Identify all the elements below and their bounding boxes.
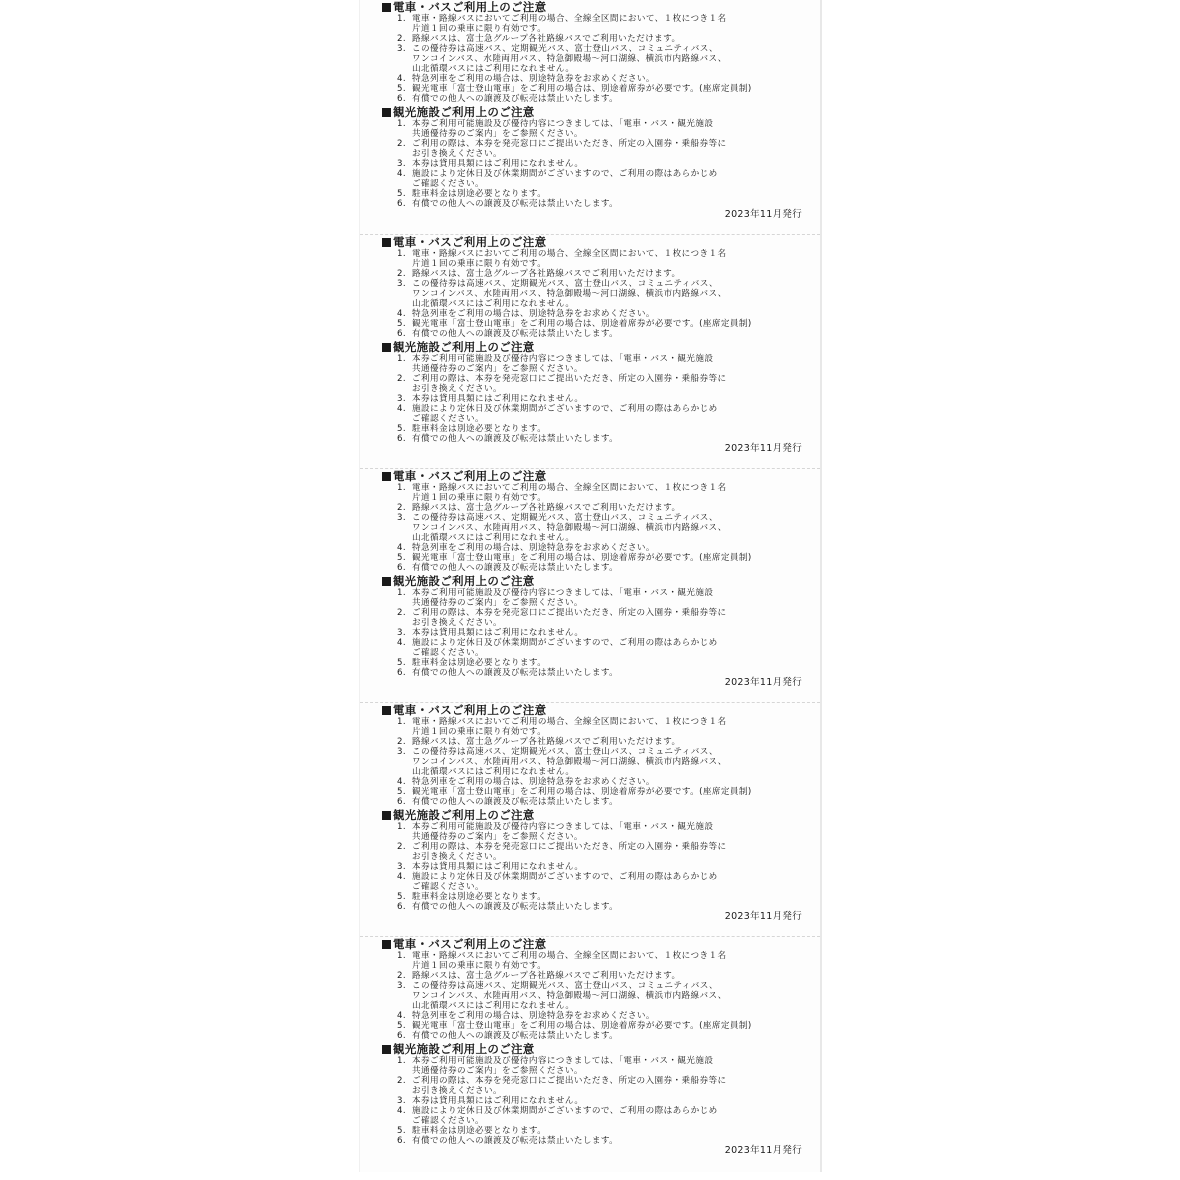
item-text-line: お引き換えください。 (412, 618, 502, 628)
section-heading-text: 観光施設ご利用上のご注意 (393, 105, 535, 119)
notes-list (382, 354, 807, 444)
item-text-line: この優待券は高速バス、定期観光バス、富士登山バス、コミュニティバス、 (412, 747, 718, 757)
item-number: 1. (397, 588, 406, 598)
list-item (382, 483, 807, 503)
issue-date: 2023年11月発行 (724, 911, 802, 922)
section-heading-text: 観光施設ご利用上のご注意 (393, 808, 535, 822)
item-text-line: 路線バスは、富士急グループ各社路線バスでご利用いただけます。 (412, 737, 681, 747)
item-number: 5. (397, 84, 406, 94)
item-text-line: 有償での他人への譲渡及び転売は禁止いたします。 (412, 1136, 619, 1146)
item-number: 5. (397, 424, 406, 434)
item-number: 4. (397, 872, 406, 882)
train-bus-notes-heading (382, 704, 807, 717)
item-text-line: 本券ご利用可能施設及び優待内容につきましては、「電車・バス・観光施設 (412, 1056, 714, 1066)
item-text-line: ご確認ください。 (412, 882, 484, 892)
item-number: 5. (397, 892, 406, 902)
list-item (382, 249, 807, 269)
item-number: 2. (397, 608, 406, 618)
item-number: 1. (397, 354, 406, 364)
item-number: 6. (397, 94, 406, 104)
item-text-line: この優待券は高速バス、定期観光バス、富士登山バス、コミュニティバス、 (412, 513, 718, 523)
item-text-line: 特急列車をご利用の場合は、別途特急券をお求めください。 (412, 1011, 655, 1021)
item-number: 6. (397, 434, 406, 444)
facility-notes-heading (382, 341, 807, 354)
item-text-line: 路線バスは、富士急グループ各社路線バスでご利用いただけます。 (412, 269, 681, 279)
item-number: 5. (397, 319, 406, 329)
list-item (382, 34, 807, 44)
item-text-line: 有償での他人への譲渡及び転売は禁止いたします。 (412, 94, 619, 104)
notes-list (382, 14, 807, 104)
item-number: 1. (397, 951, 406, 961)
item-number: 3. (397, 513, 406, 523)
item-number: 4. (397, 74, 406, 84)
notes-list (382, 717, 807, 807)
list-item (382, 787, 807, 797)
list-item (382, 777, 807, 787)
item-number: 4. (397, 309, 406, 319)
issue-date: 2023年11月発行 (724, 443, 802, 454)
issue-date: 2023年11月発行 (724, 677, 802, 688)
list-item (382, 1126, 807, 1136)
item-text-line: 片道１回の乗車に限り有効です。 (412, 259, 547, 269)
item-text-line: この優待券は高速バス、定期観光バス、富士登山バス、コミュニティバス、 (412, 279, 718, 289)
train-bus-notes-heading (382, 938, 807, 951)
item-text-line: 電車・路線バスにおいてご利用の場合、全線全区間において、１枚につき１名 (412, 951, 727, 961)
ticket-content (382, 470, 807, 678)
item-text-line: ご利用の際は、本券を発売窓口にご提出いただき、所定の入園券・乗船券等に (412, 842, 727, 852)
item-text-line: 施設により定休日及び休業期間がございますので、ご利用の際はあらかじめ (412, 404, 718, 414)
item-text-line: 駐車料金は別途必要となります。 (412, 189, 547, 199)
list-item (382, 319, 807, 329)
item-text-line: 有償での他人への譲渡及び転売は禁止いたします。 (412, 902, 619, 912)
item-text-line: ご確認ください。 (412, 1116, 484, 1126)
item-text-line: 施設により定休日及び休業期間がございますので、ご利用の際はあらかじめ (412, 638, 718, 648)
issue-date: 2023年11月発行 (724, 1145, 802, 1156)
list-item (382, 553, 807, 563)
item-number: 6. (397, 797, 406, 807)
item-text-line: 有償での他人への譲渡及び転売は禁止いたします。 (412, 563, 619, 573)
item-text-line: 路線バスは、富士急グループ各社路線バスでご利用いただけます。 (412, 971, 681, 981)
facility-notes-heading (382, 1043, 807, 1056)
item-text-line: 本券は貸用具類にはご利用になれません。 (412, 159, 584, 169)
item-number: 6. (397, 902, 406, 912)
item-text-line: 観光電車「富士登山電車」をご利用の場合は、別途着席券が必要です。(座席定員制) (412, 319, 752, 329)
section-heading-text: 電車・バスご利用上のご注意 (393, 937, 547, 951)
item-text-line: 特急列車をご利用の場合は、別途特急券をお求めください。 (412, 74, 655, 84)
item-number: 6. (397, 668, 406, 678)
item-number: 4. (397, 777, 406, 787)
item-text-line: 共通優待券のご案内」をご参照ください。 (412, 129, 583, 139)
list-item (382, 329, 807, 339)
item-text-line: 本券ご利用可能施設及び優待内容につきましては、「電車・バス・観光施設 (412, 822, 714, 832)
item-text-line: 本券は貸用具類にはご利用になれません。 (412, 862, 584, 872)
list-item (382, 139, 807, 159)
item-number: 3. (397, 1096, 406, 1106)
item-text-line: 観光電車「富士登山電車」をご利用の場合は、別途着席券が必要です。(座席定員制) (412, 1021, 752, 1031)
square-bullet-icon (382, 238, 391, 247)
ticket-3 (360, 468, 820, 702)
list-item (382, 981, 807, 1011)
item-text-line: 共通優待券のご案内」をご参照ください。 (412, 832, 583, 842)
section-heading-text: 電車・バスご利用上のご注意 (393, 0, 547, 14)
list-item (382, 892, 807, 902)
list-item (382, 543, 807, 553)
item-number: 4. (397, 638, 406, 648)
item-text-line: 片道１回の乗車に限り有効です。 (412, 493, 547, 503)
item-text-line: 本券は貸用具類にはご利用になれません。 (412, 1096, 584, 1106)
item-text-line: 特急列車をご利用の場合は、別途特急券をお求めください。 (412, 543, 655, 553)
list-item (382, 1106, 807, 1126)
item-number: 5. (397, 189, 406, 199)
list-item (382, 797, 807, 807)
list-item (382, 638, 807, 658)
item-text-line: 施設により定休日及び休業期間がございますので、ご利用の際はあらかじめ (412, 169, 718, 179)
list-item (382, 513, 807, 543)
item-number: 3. (397, 44, 406, 54)
item-number: 1. (397, 14, 406, 24)
list-item (382, 44, 807, 74)
list-item (382, 404, 807, 424)
list-item (382, 1031, 807, 1041)
item-text-line: 電車・路線バスにおいてご利用の場合、全線全区間において、１枚につき１名 (412, 14, 727, 24)
item-text-line: 電車・路線バスにおいてご利用の場合、全線全区間において、１枚につき１名 (412, 249, 727, 259)
item-text-line: 特急列車をご利用の場合は、別途特急券をお求めください。 (412, 309, 655, 319)
item-text-line: 片道１回の乗車に限り有効です。 (412, 727, 547, 737)
item-number: 1. (397, 483, 406, 493)
list-item (382, 119, 807, 139)
ticket-2 (360, 234, 820, 468)
item-text-line: 本券は貸用具類にはご利用になれません。 (412, 628, 584, 638)
item-text-line: ご利用の際は、本券を発売窓口にご提出いただき、所定の入園券・乗船券等に (412, 1076, 727, 1086)
list-item (382, 169, 807, 189)
item-text-line: 有償での他人への譲渡及び転売は禁止いたします。 (412, 668, 619, 678)
item-number: 3. (397, 747, 406, 757)
list-item (382, 737, 807, 747)
item-number: 3. (397, 279, 406, 289)
list-item (382, 14, 807, 34)
item-text-line: 本券ご利用可能施設及び優待内容につきましては、「電車・バス・観光施設 (412, 119, 714, 129)
item-text-line: 共通優待券のご案内」をご参照ください。 (412, 598, 583, 608)
list-item (382, 1056, 807, 1076)
item-text-line: ご確認ください。 (412, 414, 484, 424)
item-text-line: 本券は貸用具類にはご利用になれません。 (412, 394, 584, 404)
item-text-line: 有償での他人への譲渡及び転売は禁止いたします。 (412, 1031, 619, 1041)
item-text-line: 本券ご利用可能施設及び優待内容につきましては、「電車・バス・観光施設 (412, 354, 714, 364)
item-number: 5. (397, 1021, 406, 1031)
item-text-line: 片道１回の乗車に限り有効です。 (412, 961, 547, 971)
list-item (382, 588, 807, 608)
item-number: 2. (397, 374, 406, 384)
item-text-line: お引き換えください。 (412, 384, 502, 394)
item-number: 2. (397, 503, 406, 513)
list-item (382, 1021, 807, 1031)
list-item (382, 747, 807, 777)
list-item (382, 279, 807, 309)
item-number: 4. (397, 543, 406, 553)
item-text-line: 路線バスは、富士急グループ各社路線バスでご利用いただけます。 (412, 503, 681, 513)
item-text-line: ワンコインバス、水陸両用バス、特急御殿場～河口湖線、横浜市内路線バス、 (412, 289, 727, 299)
square-bullet-icon (382, 108, 391, 117)
item-text-line: お引き換えください。 (412, 149, 502, 159)
item-text-line: ワンコインバス、水陸両用バス、特急御殿場～河口湖線、横浜市内路線バス、 (412, 54, 727, 64)
list-item (382, 424, 807, 434)
item-number: 6. (397, 329, 406, 339)
list-item (382, 309, 807, 319)
square-bullet-icon (382, 3, 391, 12)
item-text-line: 本券ご利用可能施設及び優待内容につきましては、「電車・バス・観光施設 (412, 588, 714, 598)
item-number: 2. (397, 971, 406, 981)
list-item (382, 563, 807, 573)
ticket-5 (360, 936, 820, 1170)
list-item (382, 94, 807, 104)
item-number: 2. (397, 842, 406, 852)
square-bullet-icon (382, 1045, 391, 1054)
item-text-line: ご利用の際は、本券を発売窓口にご提出いただき、所定の入園券・乗船券等に (412, 374, 727, 384)
item-text-line: 山北循環バスにはご利用になれません。 (412, 64, 575, 74)
item-text-line: 電車・路線バスにおいてご利用の場合、全線全区間において、１枚につき１名 (412, 483, 727, 493)
item-number: 5. (397, 658, 406, 668)
item-number: 6. (397, 563, 406, 573)
list-item (382, 717, 807, 737)
list-item (382, 628, 807, 638)
item-text-line: 駐車料金は別途必要となります。 (412, 424, 547, 434)
ticket-content (382, 236, 807, 444)
item-text-line: 電車・路線バスにおいてご利用の場合、全線全区間において、１枚につき１名 (412, 717, 727, 727)
item-text-line: この優待券は高速バス、定期観光バス、富士登山バス、コミュニティバス、 (412, 981, 718, 991)
section-heading-text: 電車・バスご利用上のご注意 (393, 703, 547, 717)
item-number: 5. (397, 787, 406, 797)
square-bullet-icon (382, 940, 391, 949)
item-number: 3. (397, 862, 406, 872)
notes-list (382, 951, 807, 1041)
item-text-line: ワンコインバス、水陸両用バス、特急御殿場～河口湖線、横浜市内路線バス、 (412, 991, 727, 1001)
item-number: 6. (397, 1031, 406, 1041)
ticket-content (382, 938, 807, 1146)
list-item (382, 84, 807, 94)
item-number: 4. (397, 404, 406, 414)
item-text-line: 有償での他人への譲渡及び転売は禁止いたします。 (412, 434, 619, 444)
item-text-line: 施設により定休日及び休業期間がございますので、ご利用の際はあらかじめ (412, 1106, 718, 1116)
square-bullet-icon (382, 811, 391, 820)
item-number: 2. (397, 269, 406, 279)
list-item (382, 822, 807, 842)
list-item (382, 354, 807, 374)
ticket-content (382, 1, 807, 209)
item-number: 1. (397, 1056, 406, 1066)
list-item (382, 189, 807, 199)
item-text-line: お引き換えください。 (412, 852, 502, 862)
section-heading-text: 電車・バスご利用上のご注意 (393, 469, 547, 483)
item-text-line: お引き換えください。 (412, 1086, 502, 1096)
facility-notes-heading (382, 106, 807, 119)
ticket-sheet (360, 0, 820, 1172)
item-text-line: この優待券は高速バス、定期観光バス、富士登山バス、コミュニティバス、 (412, 44, 718, 54)
square-bullet-icon (382, 343, 391, 352)
notes-list (382, 1056, 807, 1146)
issue-date: 2023年11月発行 (724, 209, 802, 220)
item-number: 3. (397, 159, 406, 169)
square-bullet-icon (382, 577, 391, 586)
list-item (382, 503, 807, 513)
list-item (382, 842, 807, 862)
item-text-line: ご利用の際は、本券を発売窓口にご提出いただき、所定の入園券・乗船券等に (412, 608, 727, 618)
item-number: 4. (397, 169, 406, 179)
sheet-edge (820, 0, 822, 1172)
ticket-content (382, 704, 807, 912)
item-text-line: 路線バスは、富士急グループ各社路線バスでご利用いただけます。 (412, 34, 681, 44)
item-text-line: 共通優待券のご案内」をご参照ください。 (412, 364, 583, 374)
list-item (382, 658, 807, 668)
item-number: 1. (397, 119, 406, 129)
train-bus-notes-heading (382, 1, 807, 14)
ticket-4 (360, 702, 820, 936)
train-bus-notes-heading (382, 236, 807, 249)
item-number: 3. (397, 628, 406, 638)
item-text-line: 有償での他人への譲渡及び転売は禁止いたします。 (412, 329, 619, 339)
list-item (382, 608, 807, 628)
item-number: 1. (397, 717, 406, 727)
list-item (382, 872, 807, 892)
item-text-line: 山北循環バスにはご利用になれません。 (412, 299, 575, 309)
list-item (382, 951, 807, 971)
notes-list (382, 249, 807, 339)
list-item (382, 159, 807, 169)
item-number: 6. (397, 199, 406, 209)
section-heading-text: 観光施設ご利用上のご注意 (393, 574, 535, 588)
item-text-line: 観光電車「富士登山電車」をご利用の場合は、別途着席券が必要です。(座席定員制) (412, 787, 752, 797)
item-number: 6. (397, 1136, 406, 1146)
item-text-line: 駐車料金は別途必要となります。 (412, 892, 547, 902)
item-number: 3. (397, 394, 406, 404)
list-item (382, 1076, 807, 1096)
item-number: 1. (397, 249, 406, 259)
item-text-line: ご確認ください。 (412, 179, 484, 189)
list-item (382, 862, 807, 872)
item-text-line: 観光電車「富士登山電車」をご利用の場合は、別途着席券が必要です。(座席定員制) (412, 84, 752, 94)
item-number: 2. (397, 34, 406, 44)
item-text-line: 片道１回の乗車に限り有効です。 (412, 24, 547, 34)
item-number: 5. (397, 1126, 406, 1136)
item-number: 2. (397, 1076, 406, 1086)
item-text-line: 駐車料金は別途必要となります。 (412, 658, 547, 668)
item-number: 2. (397, 139, 406, 149)
facility-notes-heading (382, 809, 807, 822)
item-number: 4. (397, 1011, 406, 1021)
item-text-line: 駐車料金は別途必要となります。 (412, 1126, 547, 1136)
train-bus-notes-heading (382, 470, 807, 483)
item-number: 1. (397, 822, 406, 832)
item-text-line: 山北循環バスにはご利用になれません。 (412, 767, 575, 777)
section-heading-text: 観光施設ご利用上のご注意 (393, 340, 535, 354)
item-text-line: 共通優待券のご案内」をご参照ください。 (412, 1066, 583, 1076)
item-number: 4. (397, 1106, 406, 1116)
item-text-line: 山北循環バスにはご利用になれません。 (412, 1001, 575, 1011)
square-bullet-icon (382, 472, 391, 481)
item-text-line: 山北循環バスにはご利用になれません。 (412, 533, 575, 543)
notes-list (382, 588, 807, 678)
item-text-line: ご利用の際は、本券を発売窓口にご提出いただき、所定の入園券・乗船券等に (412, 139, 727, 149)
item-text-line: 施設により定休日及び休業期間がございますので、ご利用の際はあらかじめ (412, 872, 718, 882)
list-item (382, 394, 807, 404)
item-text-line: 観光電車「富士登山電車」をご利用の場合は、別途着席券が必要です。(座席定員制) (412, 553, 752, 563)
item-text-line: 有償での他人への譲渡及び転売は禁止いたします。 (412, 199, 619, 209)
item-text-line: ワンコインバス、水陸両用バス、特急御殿場～河口湖線、横浜市内路線バス、 (412, 523, 727, 533)
facility-notes-heading (382, 575, 807, 588)
item-text-line: ワンコインバス、水陸両用バス、特急御殿場～河口湖線、横浜市内路線バス、 (412, 757, 727, 767)
list-item (382, 74, 807, 84)
notes-list (382, 483, 807, 573)
item-text-line: 特急列車をご利用の場合は、別途特急券をお求めください。 (412, 777, 655, 787)
list-item (382, 374, 807, 394)
item-number: 2. (397, 737, 406, 747)
square-bullet-icon (382, 706, 391, 715)
ticket-1 (360, 0, 820, 234)
list-item (382, 971, 807, 981)
list-item (382, 1011, 807, 1021)
list-item (382, 1096, 807, 1106)
notes-list (382, 822, 807, 912)
item-number: 5. (397, 553, 406, 563)
item-text-line: ご確認ください。 (412, 648, 484, 658)
item-text-line: 有償での他人への譲渡及び転売は禁止いたします。 (412, 797, 619, 807)
notes-list (382, 119, 807, 209)
section-heading-text: 観光施設ご利用上のご注意 (393, 1042, 535, 1056)
list-item (382, 199, 807, 209)
list-item (382, 269, 807, 279)
section-heading-text: 電車・バスご利用上のご注意 (393, 235, 547, 249)
item-number: 3. (397, 981, 406, 991)
